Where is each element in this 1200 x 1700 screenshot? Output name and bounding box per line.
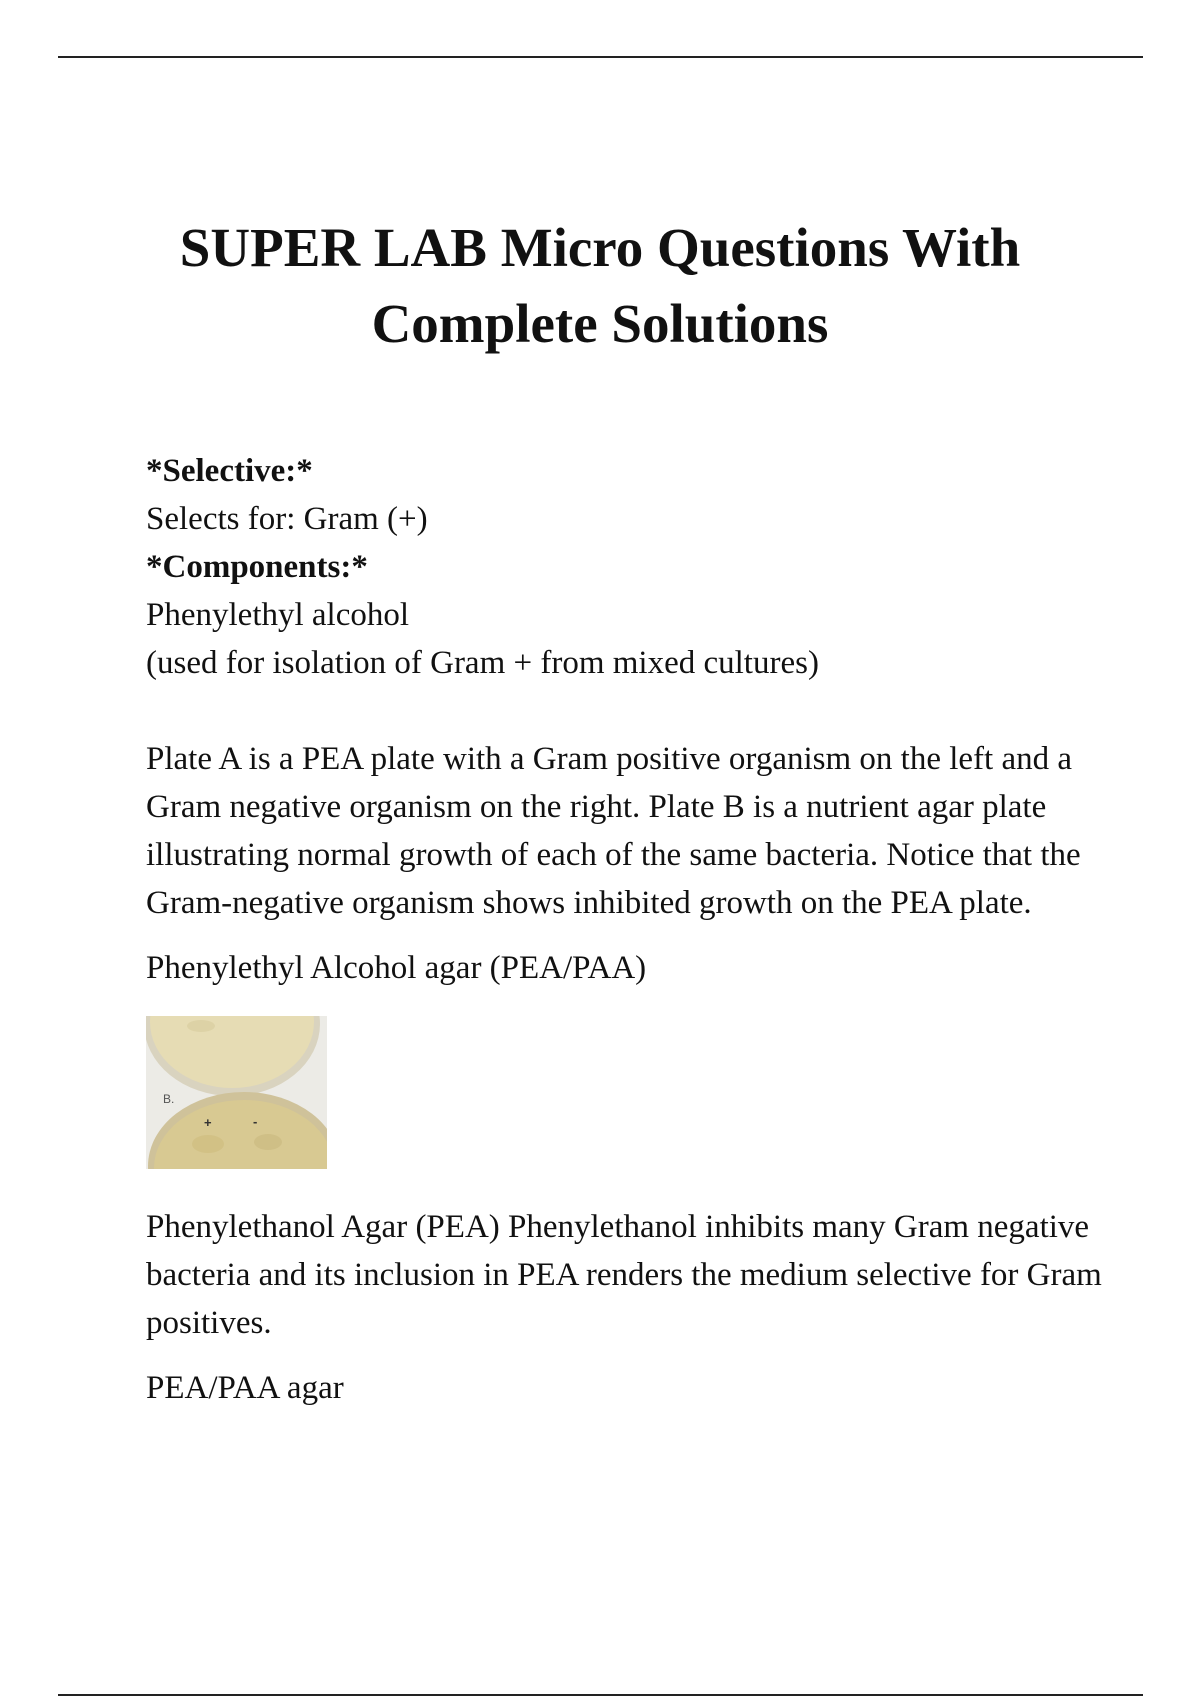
positive-marker: + [204, 1115, 212, 1130]
plate-b-label: B. [163, 1092, 175, 1106]
component-item: Phenylethyl alcohol [146, 597, 410, 633]
plate-description: Plate A is a PEA plate with a Gram positive organism on the left and a Gram negative organism on the right. Plate B is a nutrient agar plate illustrating normal growth of each of the same bacteria. Notice that the Gram-negative organism shows inhibited growth on the PEA plate. [146, 741, 1081, 921]
plate-b-colony-left [192, 1135, 224, 1153]
phenylethanol-description: Phenylethanol Agar (PEA) Phenylethanol inhibits many Gram negative bacteria and its inclusion in PEA renders the medium selective for Gram positives. [146, 1209, 1102, 1341]
agar-plates-photo [146, 1016, 327, 1169]
selective-heading: *Selective:* [146, 453, 313, 489]
component-note: (used for isolation of Gram + from mixed cultures) [146, 645, 819, 681]
page-title [60, 210, 1140, 362]
top-rule [58, 56, 1143, 58]
title-line-1: SUPER LAB Micro Questions With [179, 217, 1021, 278]
agar-name: Phenylethyl Alcohol agar (PEA/PAA) [146, 950, 647, 986]
selects-for-text: Selects for: Gram (+) [146, 501, 428, 537]
answer-text: PEA/PAA agar [146, 1370, 344, 1406]
plate-b-colony-right [254, 1134, 282, 1150]
negative-marker: - [253, 1114, 258, 1129]
agar-plates-illustration [146, 1016, 327, 1169]
bottom-rule [58, 1694, 1143, 1696]
plate-a-colony [187, 1020, 215, 1032]
title-line-2: Complete Solutions [371, 293, 829, 354]
components-heading: *Components:* [146, 549, 368, 585]
document-body [146, 447, 1106, 1412]
